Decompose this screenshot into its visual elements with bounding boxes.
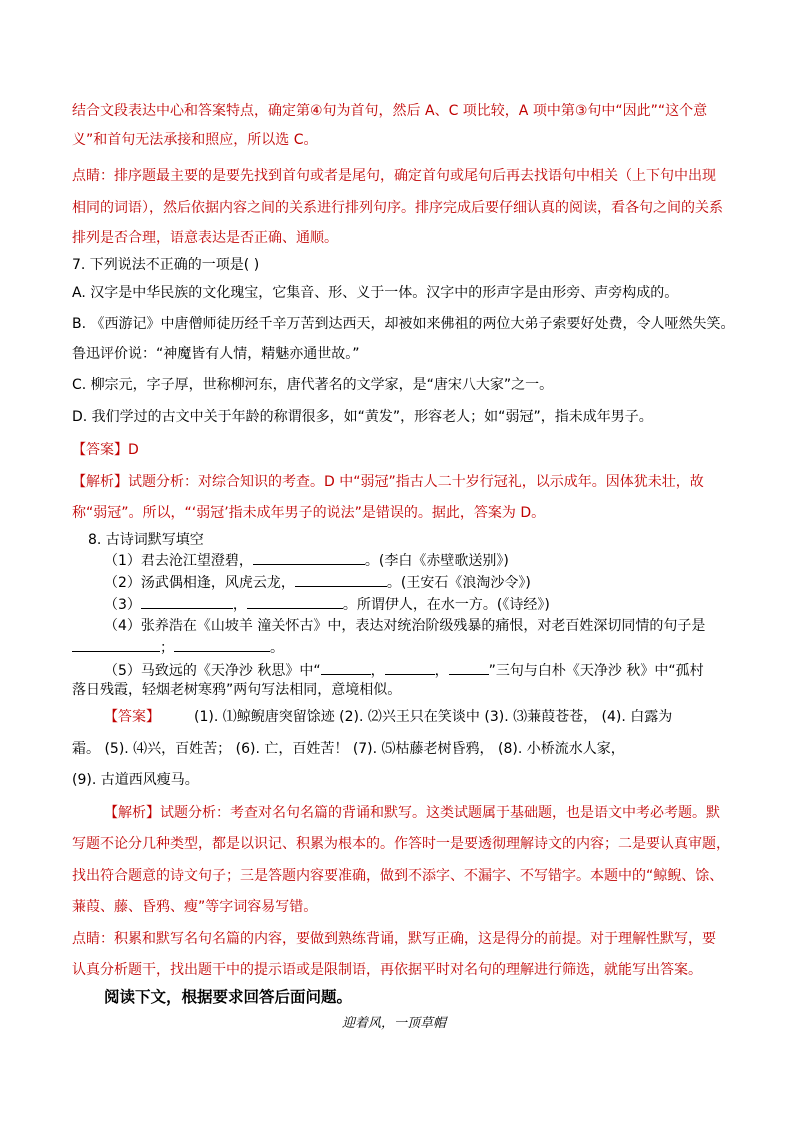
q7-stem: 7. 下列说法不正确的一项是( ) xyxy=(72,257,260,273)
blank-line xyxy=(141,594,233,609)
blank-line xyxy=(247,594,343,609)
prev-tip-line: 排列是否合理，语意表达是否正确、通顺。 xyxy=(72,230,338,246)
q8-analysis-cont: 找出符合题意的诗文句子；三是答题内容要准确，做到不添字、不漏字、不写错字。本题中的“鲸鲵、馀、 xyxy=(72,868,724,884)
answer-tag: 【答案】 xyxy=(104,709,160,725)
q8-item-5 xyxy=(104,660,704,681)
blank-line xyxy=(72,637,160,652)
q8-tip-cont: 认真分析题干，找出题干中的提示语或是限制语，再依据平时对名句的理解进行筛选，就能写出答案。 xyxy=(72,962,702,978)
q8-answer-cont: 霜。 (5). ⑷兴，百姓苦； (6). 亡，百姓苦！ (7). ⑸枯藤老树昏鸦， (8). 小桥流水人家， xyxy=(72,741,625,757)
blank-line xyxy=(253,550,365,565)
item-text: 。 xyxy=(270,640,284,656)
q8-answer-cont: (9). 古道西风瘦马。 xyxy=(72,772,199,788)
q8-analysis-cont: 蒹葭、藤、昏鸦、瘦”等字词容易写错。 xyxy=(72,899,318,915)
blank-line xyxy=(295,572,387,587)
q7-option-b: B. 《西游记》中唐僧师徒历经千辛万苦到达西天，却被如来佛祖的两位大弟子索要好处费，令人哑然失笑。 xyxy=(72,316,735,332)
analysis-tag: 【解析】 xyxy=(72,474,128,490)
item-text: （2）汤武偶相逢，风虎云龙， xyxy=(104,575,295,591)
analysis-tag: 【解析】 xyxy=(104,805,160,821)
q7-analysis xyxy=(72,472,704,492)
q8-item-2 xyxy=(104,572,531,593)
q8-analysis-cont: 写题不论分几种类型，都是以识记、积累为根本的。作答时一是要透彻理解诗文的内容；二是要认真审题， xyxy=(72,836,730,852)
analysis-text: 试题分析：对综合知识的考查。D 中“弱冠”指古人二十岁行冠礼，以示成年。因体犹未壮，故 xyxy=(128,474,704,490)
item-text: （3） xyxy=(104,597,141,613)
q7-option-d: D. 我们学过的古文中关于年龄的称谓很多，如“黄发”，形容老人；如“弱冠”，指未成年男子。 xyxy=(72,409,653,425)
q8-answer xyxy=(104,707,672,727)
item-text: ； xyxy=(160,640,174,656)
item-text: ”三句与白朴《天净沙 秋》中“孤村 xyxy=(488,663,704,679)
q8-item-4-blanks xyxy=(72,637,284,658)
q8-tip: 点睛：积累和默写名句名篇的内容，要做到熟练背诵，默写正确，这是得分的前提。对于理解性默写，要 xyxy=(72,931,716,947)
prev-analysis-line: 义”和首句无法承接和照应，所以选 C。 xyxy=(72,132,318,148)
q7-option-b-cont: 鲁迅评价说：“神魔皆有人情，精魅亦通世故。” xyxy=(72,346,360,362)
q7-option-c: C. 柳宗元，字子厚，世称柳河东，唐代著名的文学家，是“唐宋八大家”之一。 xyxy=(72,377,554,393)
answer-tag: 【答案】 xyxy=(72,442,128,458)
analysis-text: 试题分析：考查对名句名篇的背诵和默写。这类试题属于基础题，也是语文中考必考题。默 xyxy=(160,805,720,821)
item-text: 。(李白《赤壁歌送别》) xyxy=(364,553,509,569)
reading-instruction: 阅读下文，根据要求回答后面问题。 xyxy=(104,987,353,1006)
answer-text: (1). ⑴鲸鲵唐突留馀迹 (2). ⑵兴王只在笑谈中 (3). ⑶蒹葭苍苍， (4). 白露为 xyxy=(194,709,673,725)
q8-analysis xyxy=(104,803,720,823)
item-text: ， xyxy=(434,663,449,679)
answer-value: D xyxy=(128,442,139,458)
item-text: （5）马致远的《天净沙 秋思》中“ xyxy=(104,663,321,679)
q7-analysis-cont: 称“弱冠”。所以，“‘弱冠’指未成年男子的说法”是错误的。据此，答案为 D。 xyxy=(72,505,546,521)
reading-title: 迎着风，一顶草帽 xyxy=(342,1016,447,1031)
item-text: （1）君去沧江望澄碧， xyxy=(104,553,253,569)
blank-line xyxy=(321,660,371,675)
prev-tip-line: 相同的词语），然后依据内容之间的关系进行排列句序。排序完成后要仔细认真的阅读，看各句之间的关系 xyxy=(72,200,723,216)
item-text: 。所谓伊人，在水一方。(《诗经》) xyxy=(342,597,550,613)
q8-item-5-cont: 落日残霞，轻烟老树寒鸦”两句写法相同，意境相似。 xyxy=(72,682,402,698)
prev-tip-line: 点睛：排序题最主要的是要先找到首句或者是尾句，确定首句或尾句后再去找语句中相关（上下句中出现 xyxy=(72,168,716,184)
q7-option-a: A. 汉字是中华民族的文化瑰宝，它集音、形、义于一体。汉字中的形声字是由形旁、声旁构成的。 xyxy=(72,285,679,301)
item-text: ， xyxy=(232,597,247,613)
q7-answer xyxy=(72,440,139,460)
blank-line xyxy=(449,660,489,675)
q8-item-4: （4）张养浩在《山坡羊 潼关怀古》中，表达对统治阶级残暴的痛恨，对老百姓深切同情的句子是 xyxy=(104,618,706,634)
item-text: 。(王安石《浪淘沙令》) xyxy=(386,575,531,591)
prev-analysis-line: 结合文段表达中心和答案特点，确定第④句为首句，然后 A、C 项比较，A 项中第③句中“因此”“这个意 xyxy=(72,103,708,119)
q8-item-1 xyxy=(104,550,509,571)
q8-stem: 8. 古诗词默写填空 xyxy=(88,532,204,548)
blank-line xyxy=(385,660,435,675)
q8-item-3 xyxy=(104,594,550,615)
blank-line xyxy=(174,637,270,652)
item-text: ， xyxy=(370,663,385,679)
